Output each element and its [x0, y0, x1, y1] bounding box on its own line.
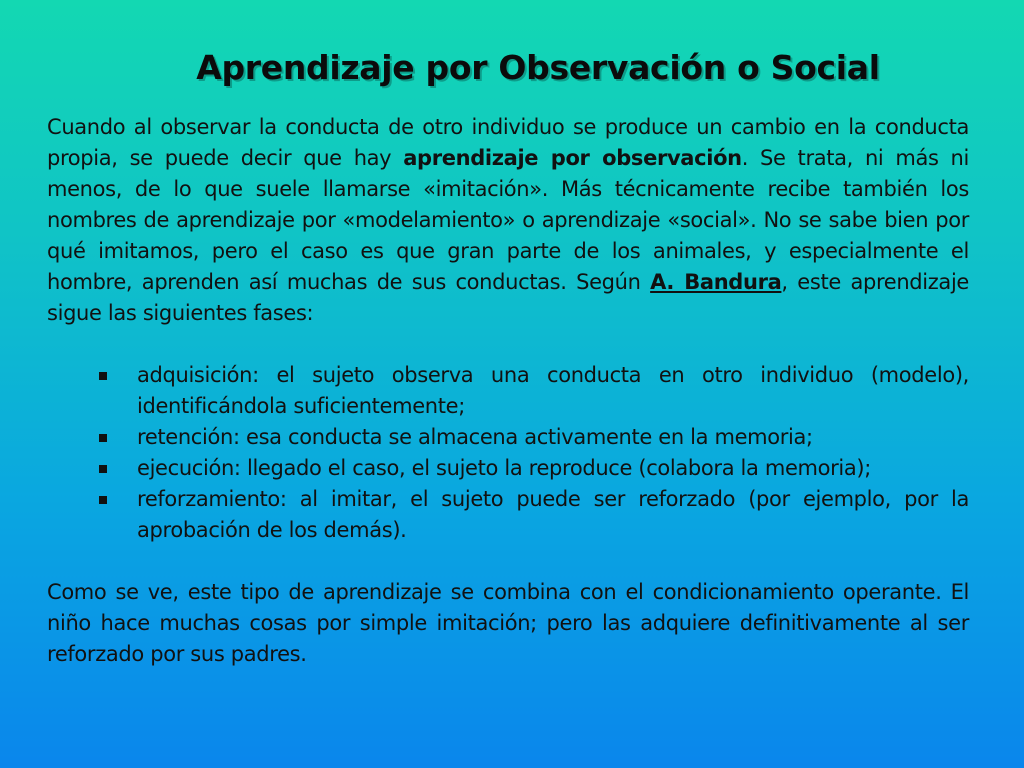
square-bullet-icon: [99, 496, 107, 504]
intro-paragraph: [47, 112, 969, 329]
list-item: [47, 453, 969, 484]
slide-title: Aprendizaje por Observación o Social: [196, 48, 880, 87]
intro-text-3: , este aprendizaje sigue las siguientes fases:: [47, 270, 970, 325]
spacer: [47, 329, 969, 360]
list-item: [47, 360, 969, 422]
list-item: [47, 422, 969, 453]
phase-text: adquisición: el sujeto observa una conducta en otro individuo (modelo), identificándola suficientemente;: [137, 363, 969, 418]
square-bullet-icon: [99, 465, 107, 473]
square-bullet-icon: [99, 372, 107, 380]
intro-text-2: . Se trata, ni más ni menos, de lo que suele llamarse «imitación». Más técnicamente recibe también los nombres de aprendizaje por «modelamiento» o aprendizaje «social». No se sabe bien por qué imitamos, pero el caso es que gran parte de los animales, y especialmente el hombre, aprenden así muchas de sus conductas. Según: [47, 146, 969, 294]
spacer: [47, 546, 969, 577]
conclusion-paragraph: Como se ve, este tipo de aprendizaje se combina con el condicionamiento operante. El niño hace muchas cosas por simple imitación; pero las adquiere definitivamente al ser reforzado por sus padres.: [47, 580, 969, 666]
intro-text-1: Cuando al observar la conducta de otro individuo se produce un cambio en la conducta propia, se puede decir que hay: [47, 115, 969, 170]
phases-list: [47, 360, 969, 546]
author-link[interactable]: A. Bandura: [650, 270, 782, 294]
bold-term: aprendizaje por observación: [403, 146, 742, 170]
list-item: [47, 484, 969, 546]
phase-text: reforzamiento: al imitar, el sujeto puede ser reforzado (por ejemplo, por la aprobación de los demás).: [137, 487, 969, 542]
phase-text: ejecución: llegado el caso, el sujeto la reproduce (colabora la memoria);: [137, 456, 871, 480]
phase-text: retención: esa conducta se almacena activamente en la memoria;: [137, 425, 813, 449]
square-bullet-icon: [99, 434, 107, 442]
slide-body: [47, 112, 969, 670]
